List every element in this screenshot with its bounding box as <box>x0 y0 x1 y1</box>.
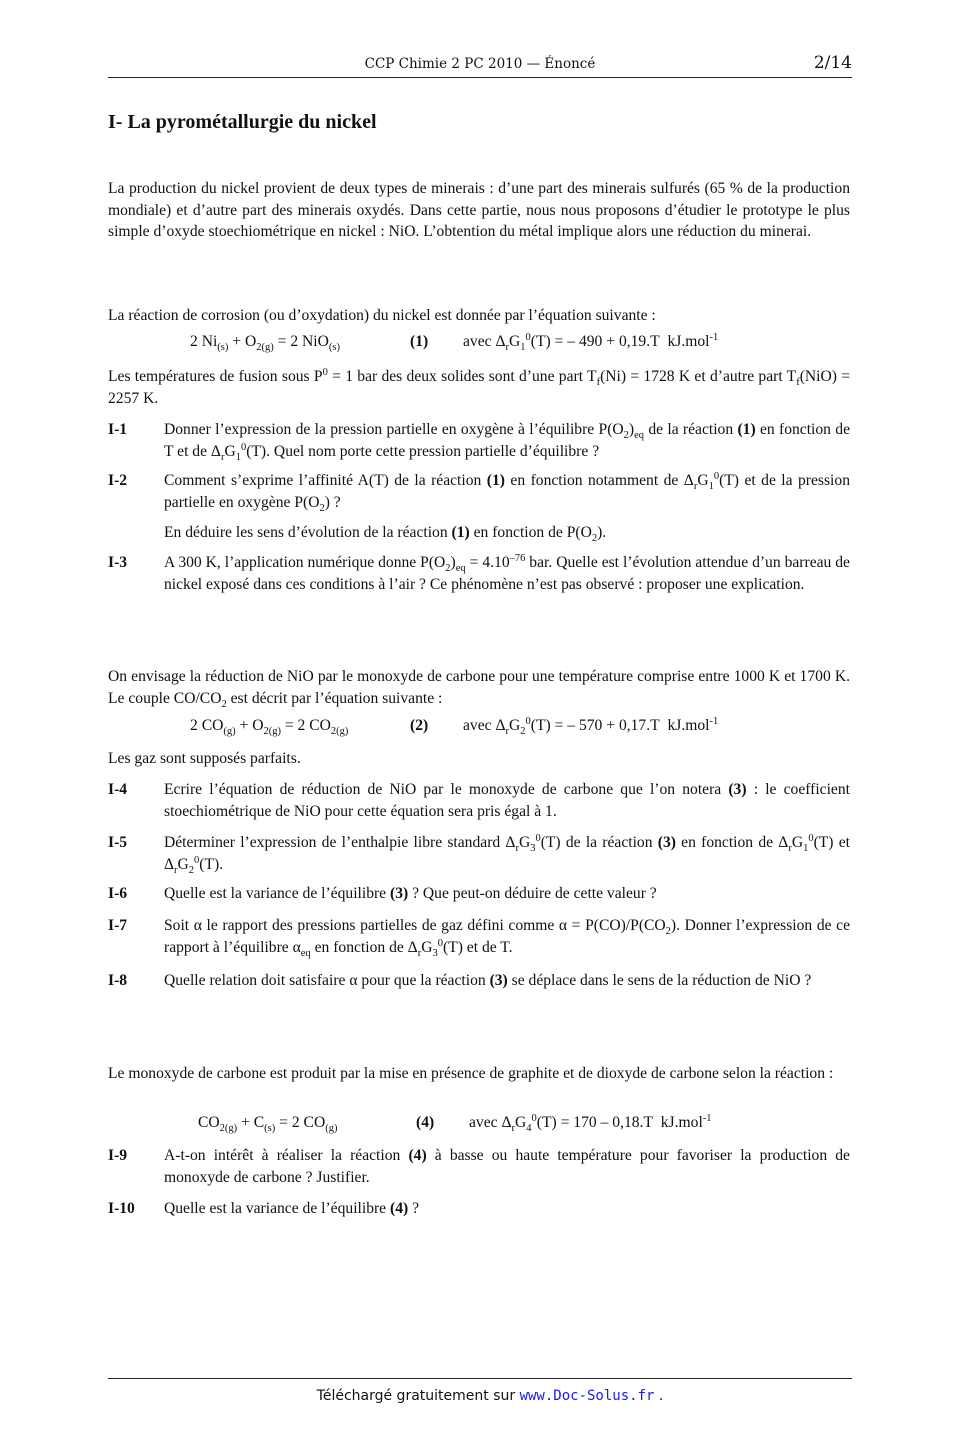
question-text: A-t-on intérêt à réaliser la réaction (4) à basse ou haute température pour favoriser la production de monoxyde de carbone ? Justifier. <box>164 1147 850 1186</box>
footer-divider <box>108 1378 852 1379</box>
footer-link[interactable]: www.Doc-Solus.fr <box>519 1388 655 1404</box>
gaz-paragraph: Les gaz sont supposés parfaits. <box>108 750 301 767</box>
intro-paragraph: La production du nickel provient de deux types de minerais : d’une part des minerais sulfurés (65 % de la production mondiale) et d’autre part des minerais oxydés. Dans cette partie, nous nous proposons d’étudier le prototype le plus simple d’oxyde stoechiométrique en nickel : NiO. L’obtention du métal implique alors une réduction du minerai. <box>108 180 850 240</box>
question-text: Quelle est la variance de l’équilibre (3) ? Que peut-on déduire de cette valeur ? <box>164 885 657 902</box>
question-number: I-3 <box>108 554 128 571</box>
footer-suffix: . <box>654 1388 664 1404</box>
footer-text: Téléchargé gratuitement sur <box>316 1388 520 1404</box>
reduction-paragraph: On envisage la réduction de NiO par le monoxyde de carbone pour une température comprise entre 1000 K et 1700 K. Le couple $CO/CO_2$ est décrit par l’équation suivante : <box>108 668 850 710</box>
question-i-10 <box>108 1198 850 1220</box>
question-text: Soit α le rapport des pressions partielles de gaz défini comme $\alpha = P(CO)/P(CO_2)$. Donner l’expression de ce rapport à l’équilibre $\alpha_{eq}$ en fonction de $\Delta_rG_3^0(T)$ et de T. <box>164 917 850 959</box>
question-i-3 <box>108 552 850 595</box>
question-text-followup: En déduire les sens d’évolution de la réaction (1) en fonction de $P(O_2)$. <box>164 524 607 545</box>
question-i-8 <box>108 970 850 992</box>
question-i-9 <box>108 1145 850 1188</box>
monoxyde-paragraph: Le monoxyde de carbone est produit par la mise en présence de graphite et de dioxyde de carbone selon la réaction : <box>108 1065 834 1082</box>
question-text: Donner l’expression de la pression partielle en oxygène à l’équilibre $P(O_2)_{eq}$ de la réaction (1) en fonction de T et de $\Delta_rG_1^0(T)$. Quel nom porte cette pression partielle d’équilibre ? <box>164 421 850 463</box>
page-number: 2/14 <box>813 53 852 73</box>
corrosion-paragraph: La réaction de corrosion (ou d’oxydation) du nickel est donnée par l’équation suivante : <box>108 307 656 324</box>
equation-4: $CO_{2(g)} + C_{(s)} = 2$ $CO_{(g)}$ (4) avec $\Delta_rG_4^0(T) = 170 - 0,18.T$ kJ.mol$^{-1}$ <box>198 1112 712 1135</box>
equation-number: (1) <box>410 333 429 350</box>
question-text: Quelle est la variance de l’équilibre (4) ? <box>164 1200 420 1217</box>
section-title: I- La pyrométallurgie du nickel <box>108 111 377 133</box>
question-text: Déterminer l’expression de l’enthalpie libre standard $\Delta_rG_3^0(T)$ de la réaction (3) en fonction de $\Delta_rG_1^0(T)$ et $\Delta_rG_2^0(T)$. <box>164 832 850 876</box>
question-number: I-7 <box>108 917 128 934</box>
question-text: Quelle relation doit satisfaire α pour que la réaction (3) se déplace dans le sens de la réduction de NiO ? <box>164 972 812 989</box>
question-number: I-5 <box>108 834 128 851</box>
equation-number: (4) <box>416 1114 435 1131</box>
equation-1: 2 $Ni_{(s)} + O_{2(g)} = 2$ NiO$_{(s)}$ (1) avec $\Delta_rG_1^0(T)$ = – 490 + 0,19.T kJ.mol$^{-1}$ <box>190 331 719 354</box>
page-header <box>108 53 852 78</box>
equation-2: 2 $CO_{(g)} + O_{2(g)} = 2$ $CO_{2(g)}$ (2) avec $\Delta_rG_2^0(T)$ = – 570 + 0,17.T kJ.mol$^{-1}$ <box>190 715 719 738</box>
question-i-5 <box>108 832 850 875</box>
equation-number: (2) <box>410 717 429 734</box>
question-number: I-6 <box>108 885 128 902</box>
question-number: I-4 <box>108 781 128 798</box>
question-i-6 <box>108 883 850 905</box>
question-number: I-9 <box>108 1147 128 1164</box>
question-number: I-2 <box>108 472 128 489</box>
fusion-paragraph: Les températures de fusion sous $P^0 = 1$ bar des deux solides sont d’une part $T_f(Ni) = 1728$ K et d’autre part $T_f(NiO) = 2257$ K. <box>108 366 851 407</box>
question-text: A 300 K, l’application numérique donne $P(O_2)_{eq} = 4.10^{-76}$ bar. Quelle est l’évolution attendue d’un barreau de nickel exposé dans ces conditions à l’air ? Ce phénomène n’est pas observé : proposer une explication. <box>164 552 850 593</box>
question-i-4 <box>108 779 850 822</box>
header-title: CCP Chimie 2 PC 2010 — Énoncé <box>364 56 596 72</box>
question-number: I-1 <box>108 421 128 438</box>
question-i-2 <box>108 470 850 544</box>
question-i-1 <box>108 419 850 462</box>
page-footer <box>0 1388 980 1404</box>
question-text: Ecrire l’équation de réduction de NiO par le monoxyde de carbone que l’on notera (3) : le coefficient stoechiométrique de NiO pour cette équation sera pris égal à 1. <box>164 781 850 820</box>
question-i-7 <box>108 915 850 958</box>
question-text: Comment s’exprime l’affinité A(T) de la réaction (1) en fonction notamment de $\Delta_rG_1^0(T)$ et de la pression partielle en oxygène $P(O_2)$ ? <box>164 470 850 514</box>
question-number: I-8 <box>108 972 128 989</box>
question-number: I-10 <box>108 1200 135 1217</box>
